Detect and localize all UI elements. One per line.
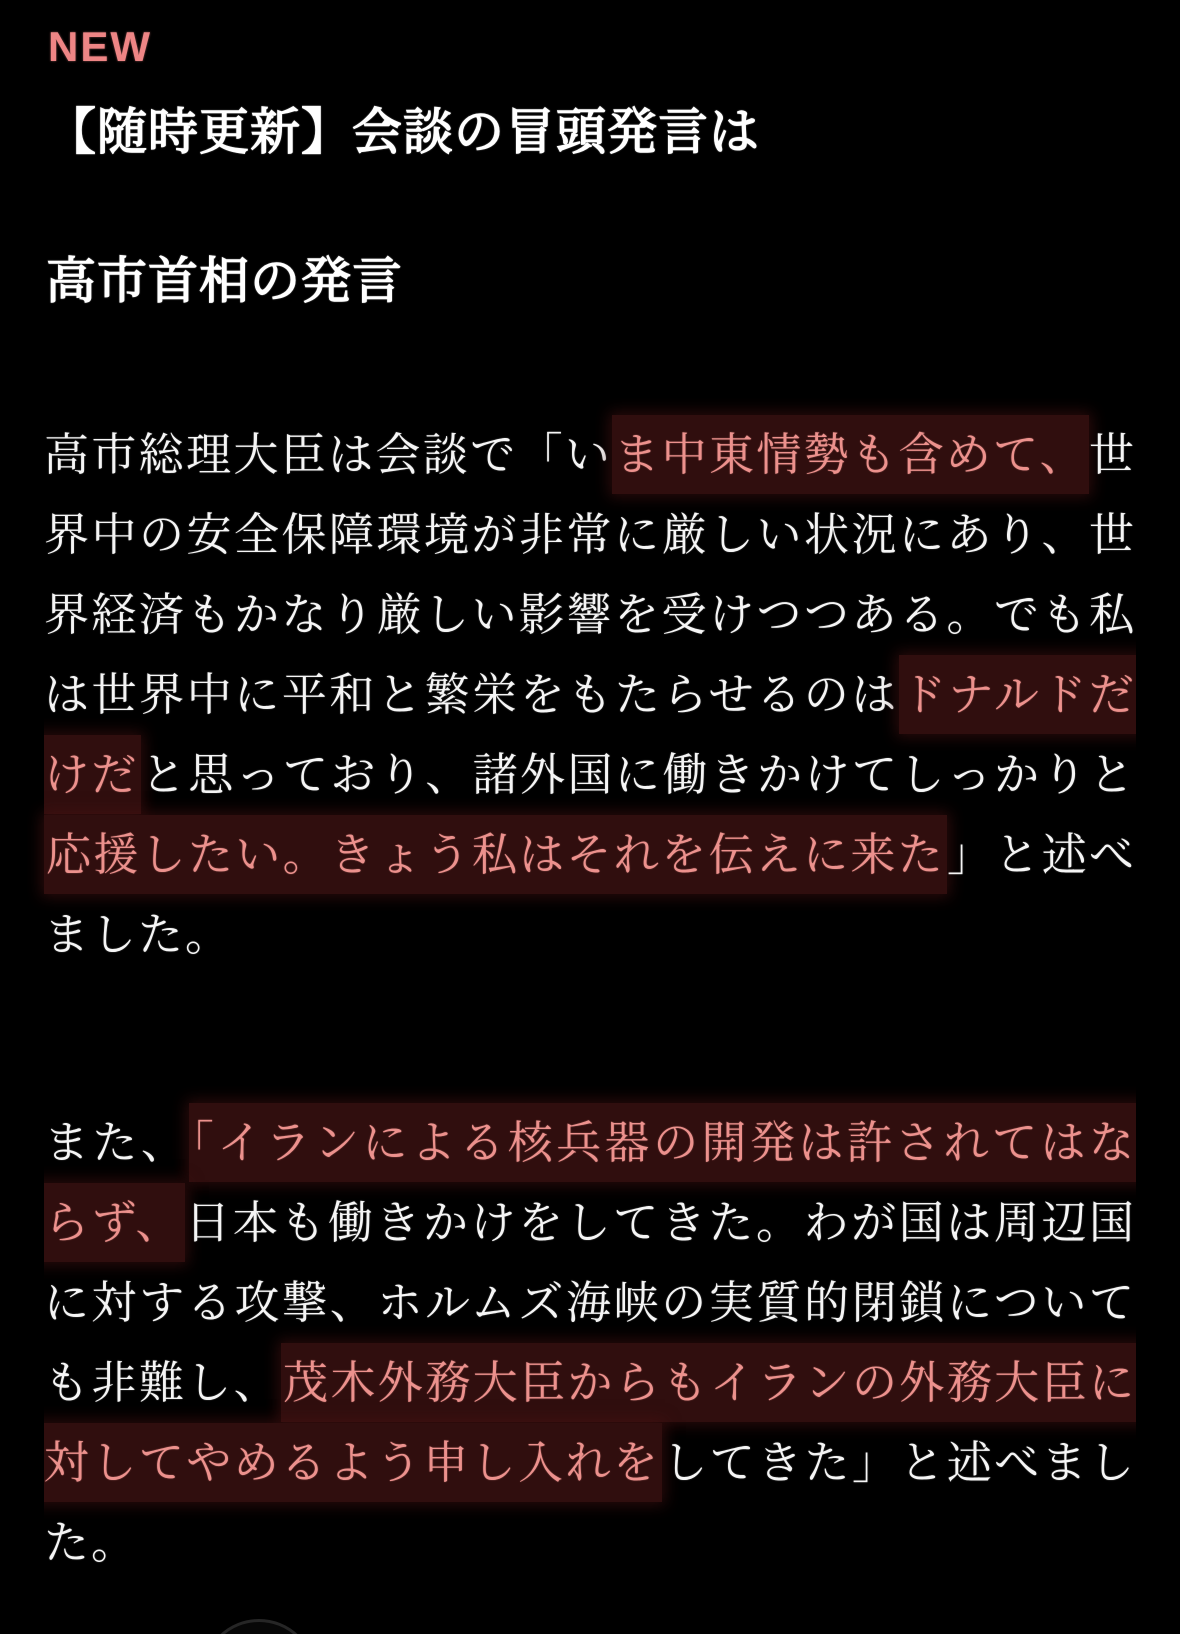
body-text: 世界中の安全保障環境が非常に厳しい状況にあり、世界経済もかなり厳しい影響を受けつつある。でも私は世界中に平和と繁栄をもたらせるのは: [44, 428, 1136, 720]
body-text: また、: [44, 1116, 190, 1168]
partial-circle-icon: [202, 1619, 316, 1634]
paragraph-statement-1: [44, 415, 1136, 975]
highlighted-text: ま中東情勢も含めて、: [612, 415, 1089, 494]
paragraph-statement-2: [44, 1103, 1136, 1583]
body-text: 日本も働きかけをしてきた。わが国は周辺国に対する攻撃、ホルムズ海峡の実質的閉鎖についても非難し、: [44, 1196, 1136, 1408]
highlighted-text: 「イランによる核兵器の開発は許されてはならず、: [44, 1103, 1136, 1262]
highlighted-text: 茂木外務大臣からもイランの外務大臣に対してやめるよう申し入れを: [44, 1343, 1136, 1502]
section-heading: 高市首相の発言: [46, 252, 403, 309]
body-text: 高市総理大臣は会談で「い: [44, 428, 613, 480]
body-text: してきた」と述べました。: [44, 1436, 1136, 1568]
highlighted-text: 応援したい。きょう私はそれを伝えに来た: [44, 815, 947, 894]
body-text: と思っており、諸外国に働きかけてしっかりと: [140, 748, 1136, 800]
highlighted-text: ドナルドだけだ: [44, 655, 1136, 814]
body-text: 」と述べました。: [44, 828, 1136, 960]
article-headline: 【随時更新】会談の冒頭発言は: [46, 104, 760, 160]
new-badge: NEW: [48, 23, 152, 70]
